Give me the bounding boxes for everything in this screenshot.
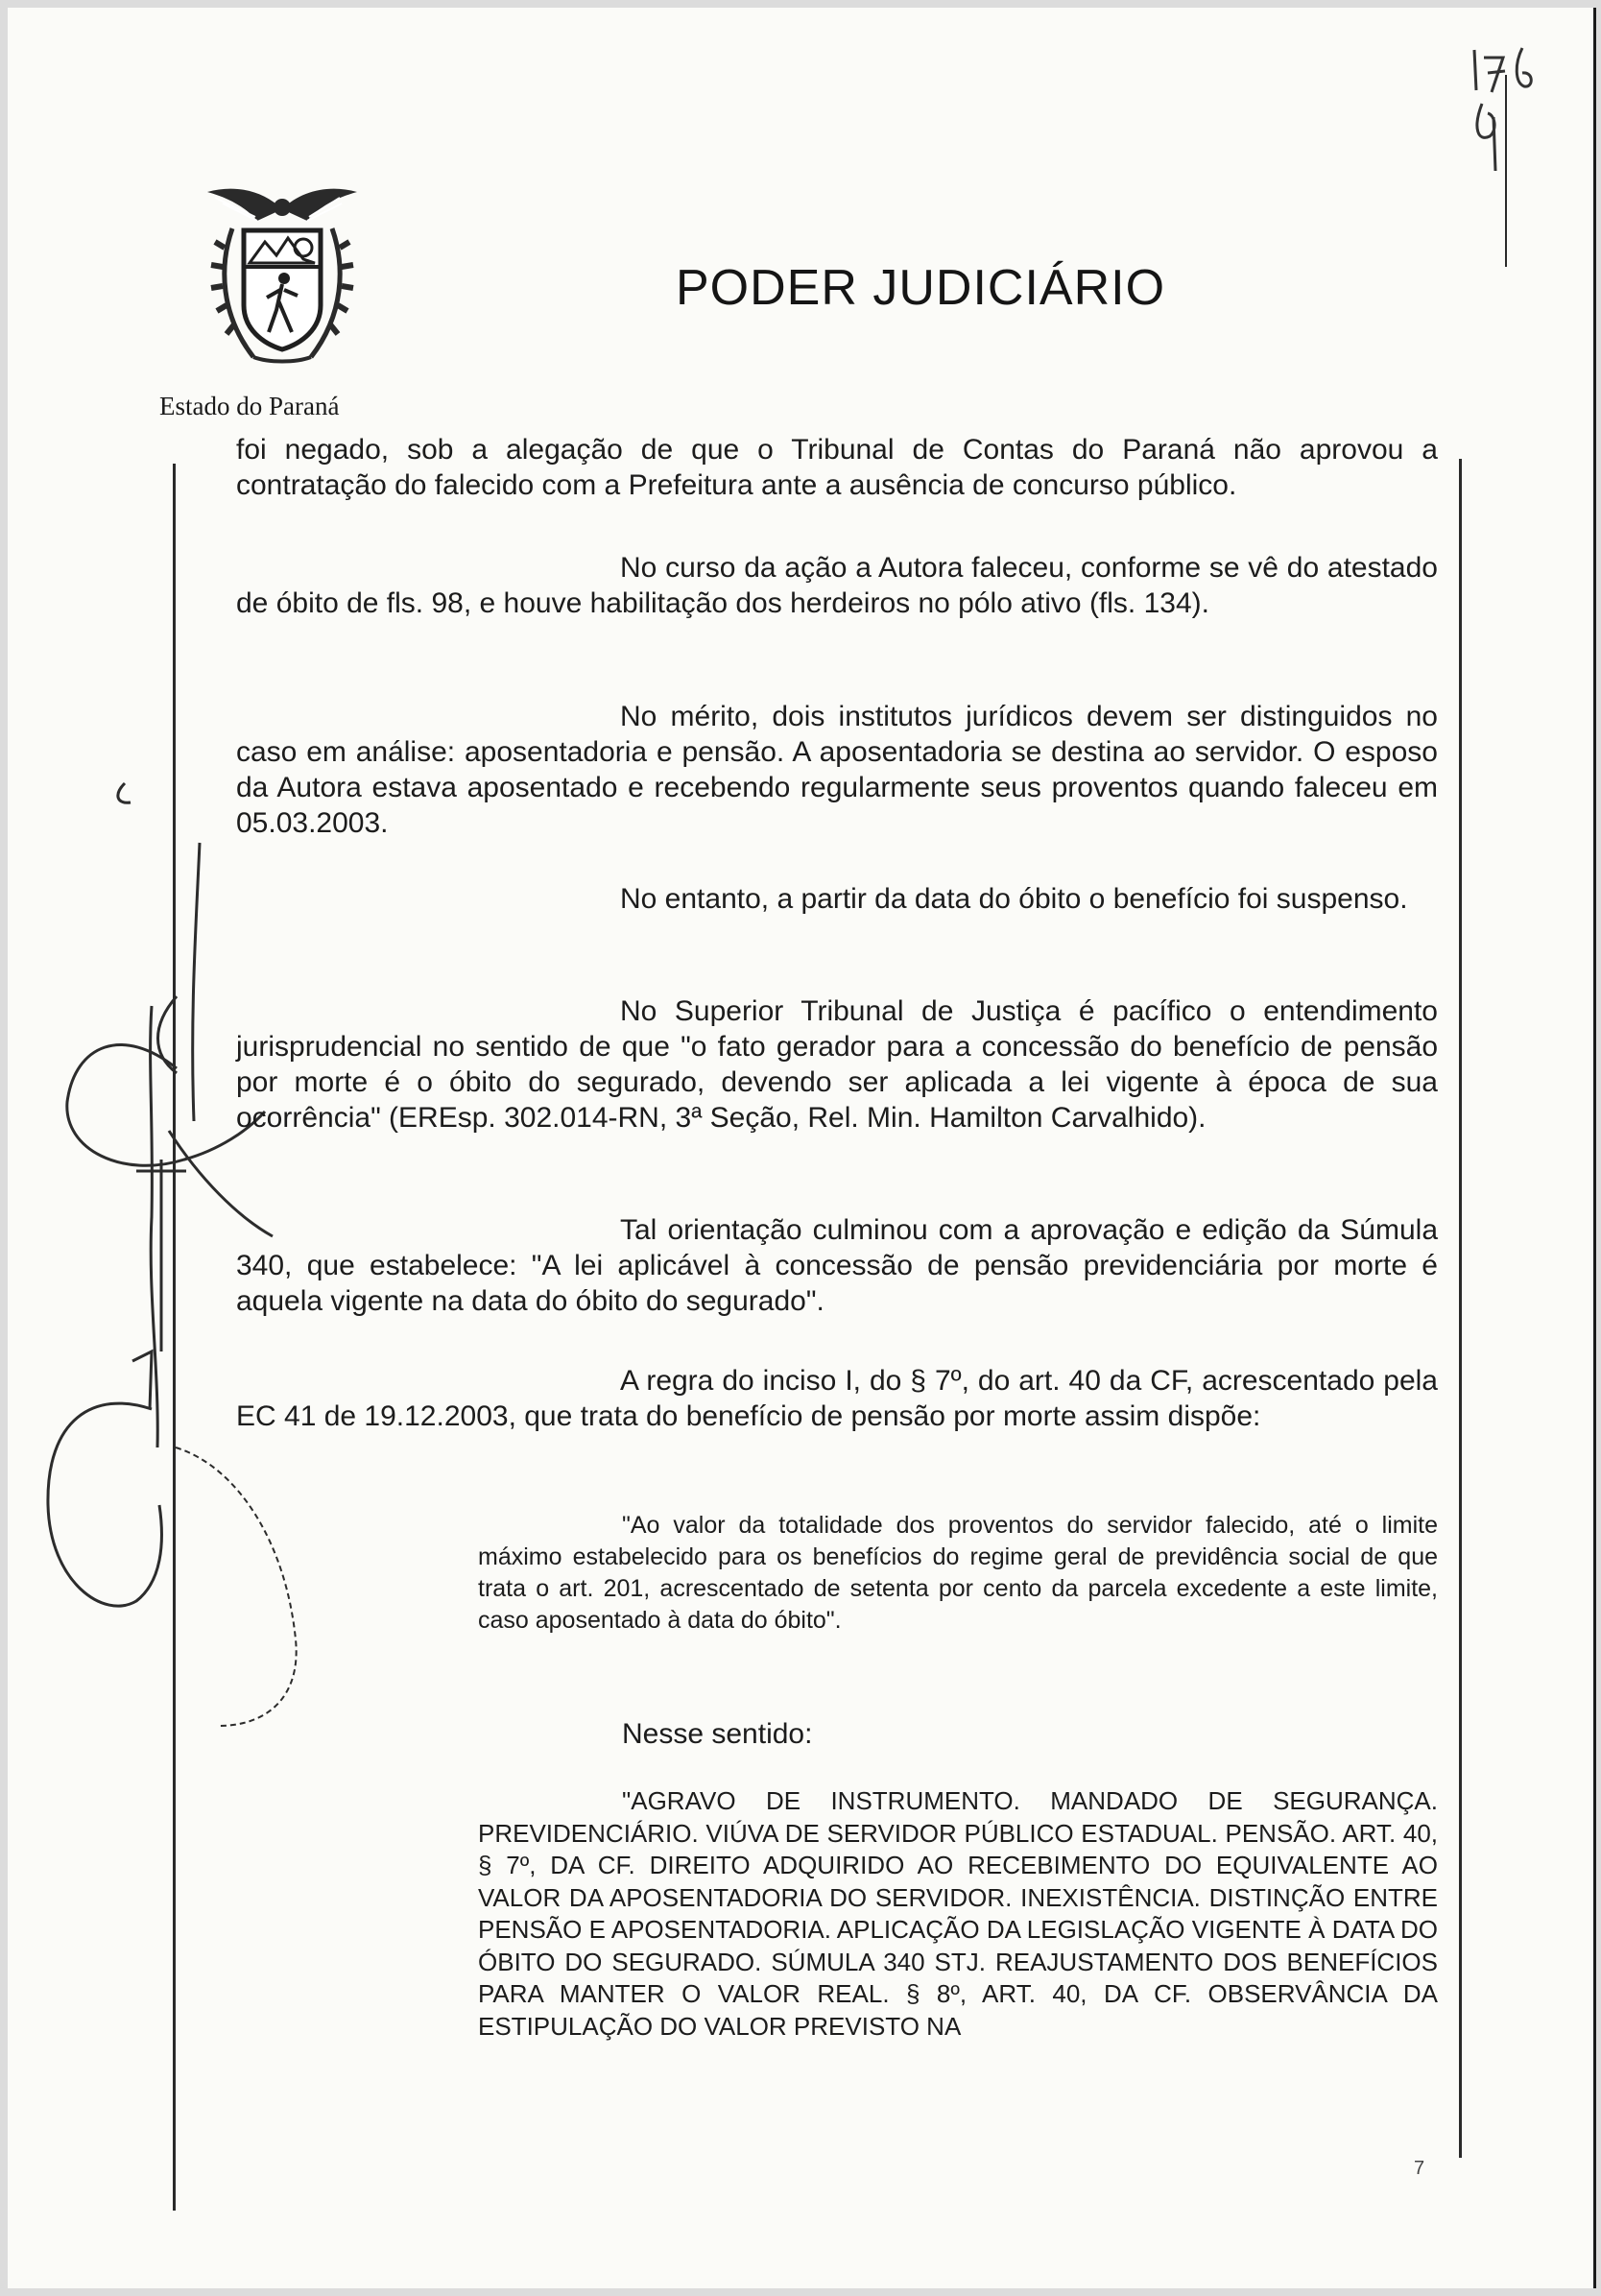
paragraph-5: No Superior Tribunal de Justiça é pacífico o entendimento jurisprudencial no sentido de que "o fato gerador para a concessão do benefício de pensão por morte é o óbito do segurado, devendo ser aplicada a lei vigente à época de sua ocorrência" (EREsp. 302.014-RN, 3ª Seção, Rel. Min. Hamilton Carvalhido).: [236, 995, 1438, 1134]
paragraph-7: A regra do inciso I, do § 7º, do art. 40 da CF, acrescentado pela EC 41 de 19.12.2003, que trata do benefício de pensão por morte assim dispõe:: [236, 1365, 1438, 1432]
paragraph-4: No entanto, a partir da data do óbito o benefício foi suspenso.: [620, 883, 1408, 915]
footer-mark: 7: [1414, 2158, 1425, 2179]
top-right-margin-line: [1505, 75, 1507, 267]
paragraph-3: No mérito, dois institutos jurídicos devem ser distinguidos no caso em análise: aposentadoria e pensão. A aposentadoria se destina ao servidor. O esposo da Autora estava aposentado e recebendo regularmente seus proventos quando faleceu em 05.03.2003.: [236, 701, 1438, 839]
handwritten-page-number: [1467, 36, 1582, 193]
page-number-handwriting-icon: [1467, 36, 1582, 180]
state-label: Estado do Paraná: [159, 392, 340, 420]
page-title: PODER JUDICIÁRIO: [676, 260, 1166, 316]
right-margin-line: [1459, 459, 1462, 2158]
document-page: [8, 8, 1596, 2288]
paragraph-2: No curso da ação a Autora faleceu, conforme se vê do atestado de óbito de fls. 98, e houve habilitação dos herdeiros no pólo ativo (fls. 134).: [236, 552, 1438, 619]
paragraph-6: Tal orientação culminou com a aprovação e edição da Súmula 340, que estabelece: "A lei aplicável à concessão de pensão previdenciária por morte é aquela vigente na data do óbito do segurado".: [236, 1214, 1438, 1317]
left-margin-line: [173, 464, 176, 2211]
constitutional-quote: "Ao valor da totalidade dos proventos do servidor falecido, até o limite máximo estabelecido para os benefícios do regime geral de previdência social de que trata o art. 201, acrescentado de setenta por cento da parcela excedente a este limite, caso aposentado à data do óbito".: [478, 1512, 1438, 1634]
parana-coat-of-arms-icon: [196, 171, 369, 372]
case-summary-ementa: "AGRAVO DE INSTRUMENTO. MANDADO DE SEGURANÇA. PREVIDENCIÁRIO. VIÚVA DE SERVIDOR PÚBLICO ESTADUAL. PENSÃO. ART. 40, § 7º, DA CF. DIREITO ADQUIRIDO AO RECEBIMENTO DO EQUIVALENTE AO VALOR DA APOSENTADORIA DO SERVIDOR. INEXISTÊNCIA. DISTINÇÃO ENTRE PENSÃO E APOSENTADORIA. APLICAÇÃO DA LEGISLAÇÃO VIGENTE À DATA DO ÓBITO DO SEGURADO. SÚMULA 340 STJ. REAJUSTAMENTO DOS BENEFÍCIOS PARA MANTER O VALOR REAL. § 8º, ART. 40, DA CF. OBSERVÂNCIA DA ESTIPULAÇÃO DO VALOR PREVISTO NA: [478, 1786, 1438, 2041]
transition-text: Nesse sentido:: [622, 1718, 813, 1750]
paragraph-1: foi negado, sob a alegação de que o Tribunal de Contas do Paraná não aprovou a contratação do falecido com a Prefeitura ante a ausência de concurso público.: [236, 434, 1438, 501]
